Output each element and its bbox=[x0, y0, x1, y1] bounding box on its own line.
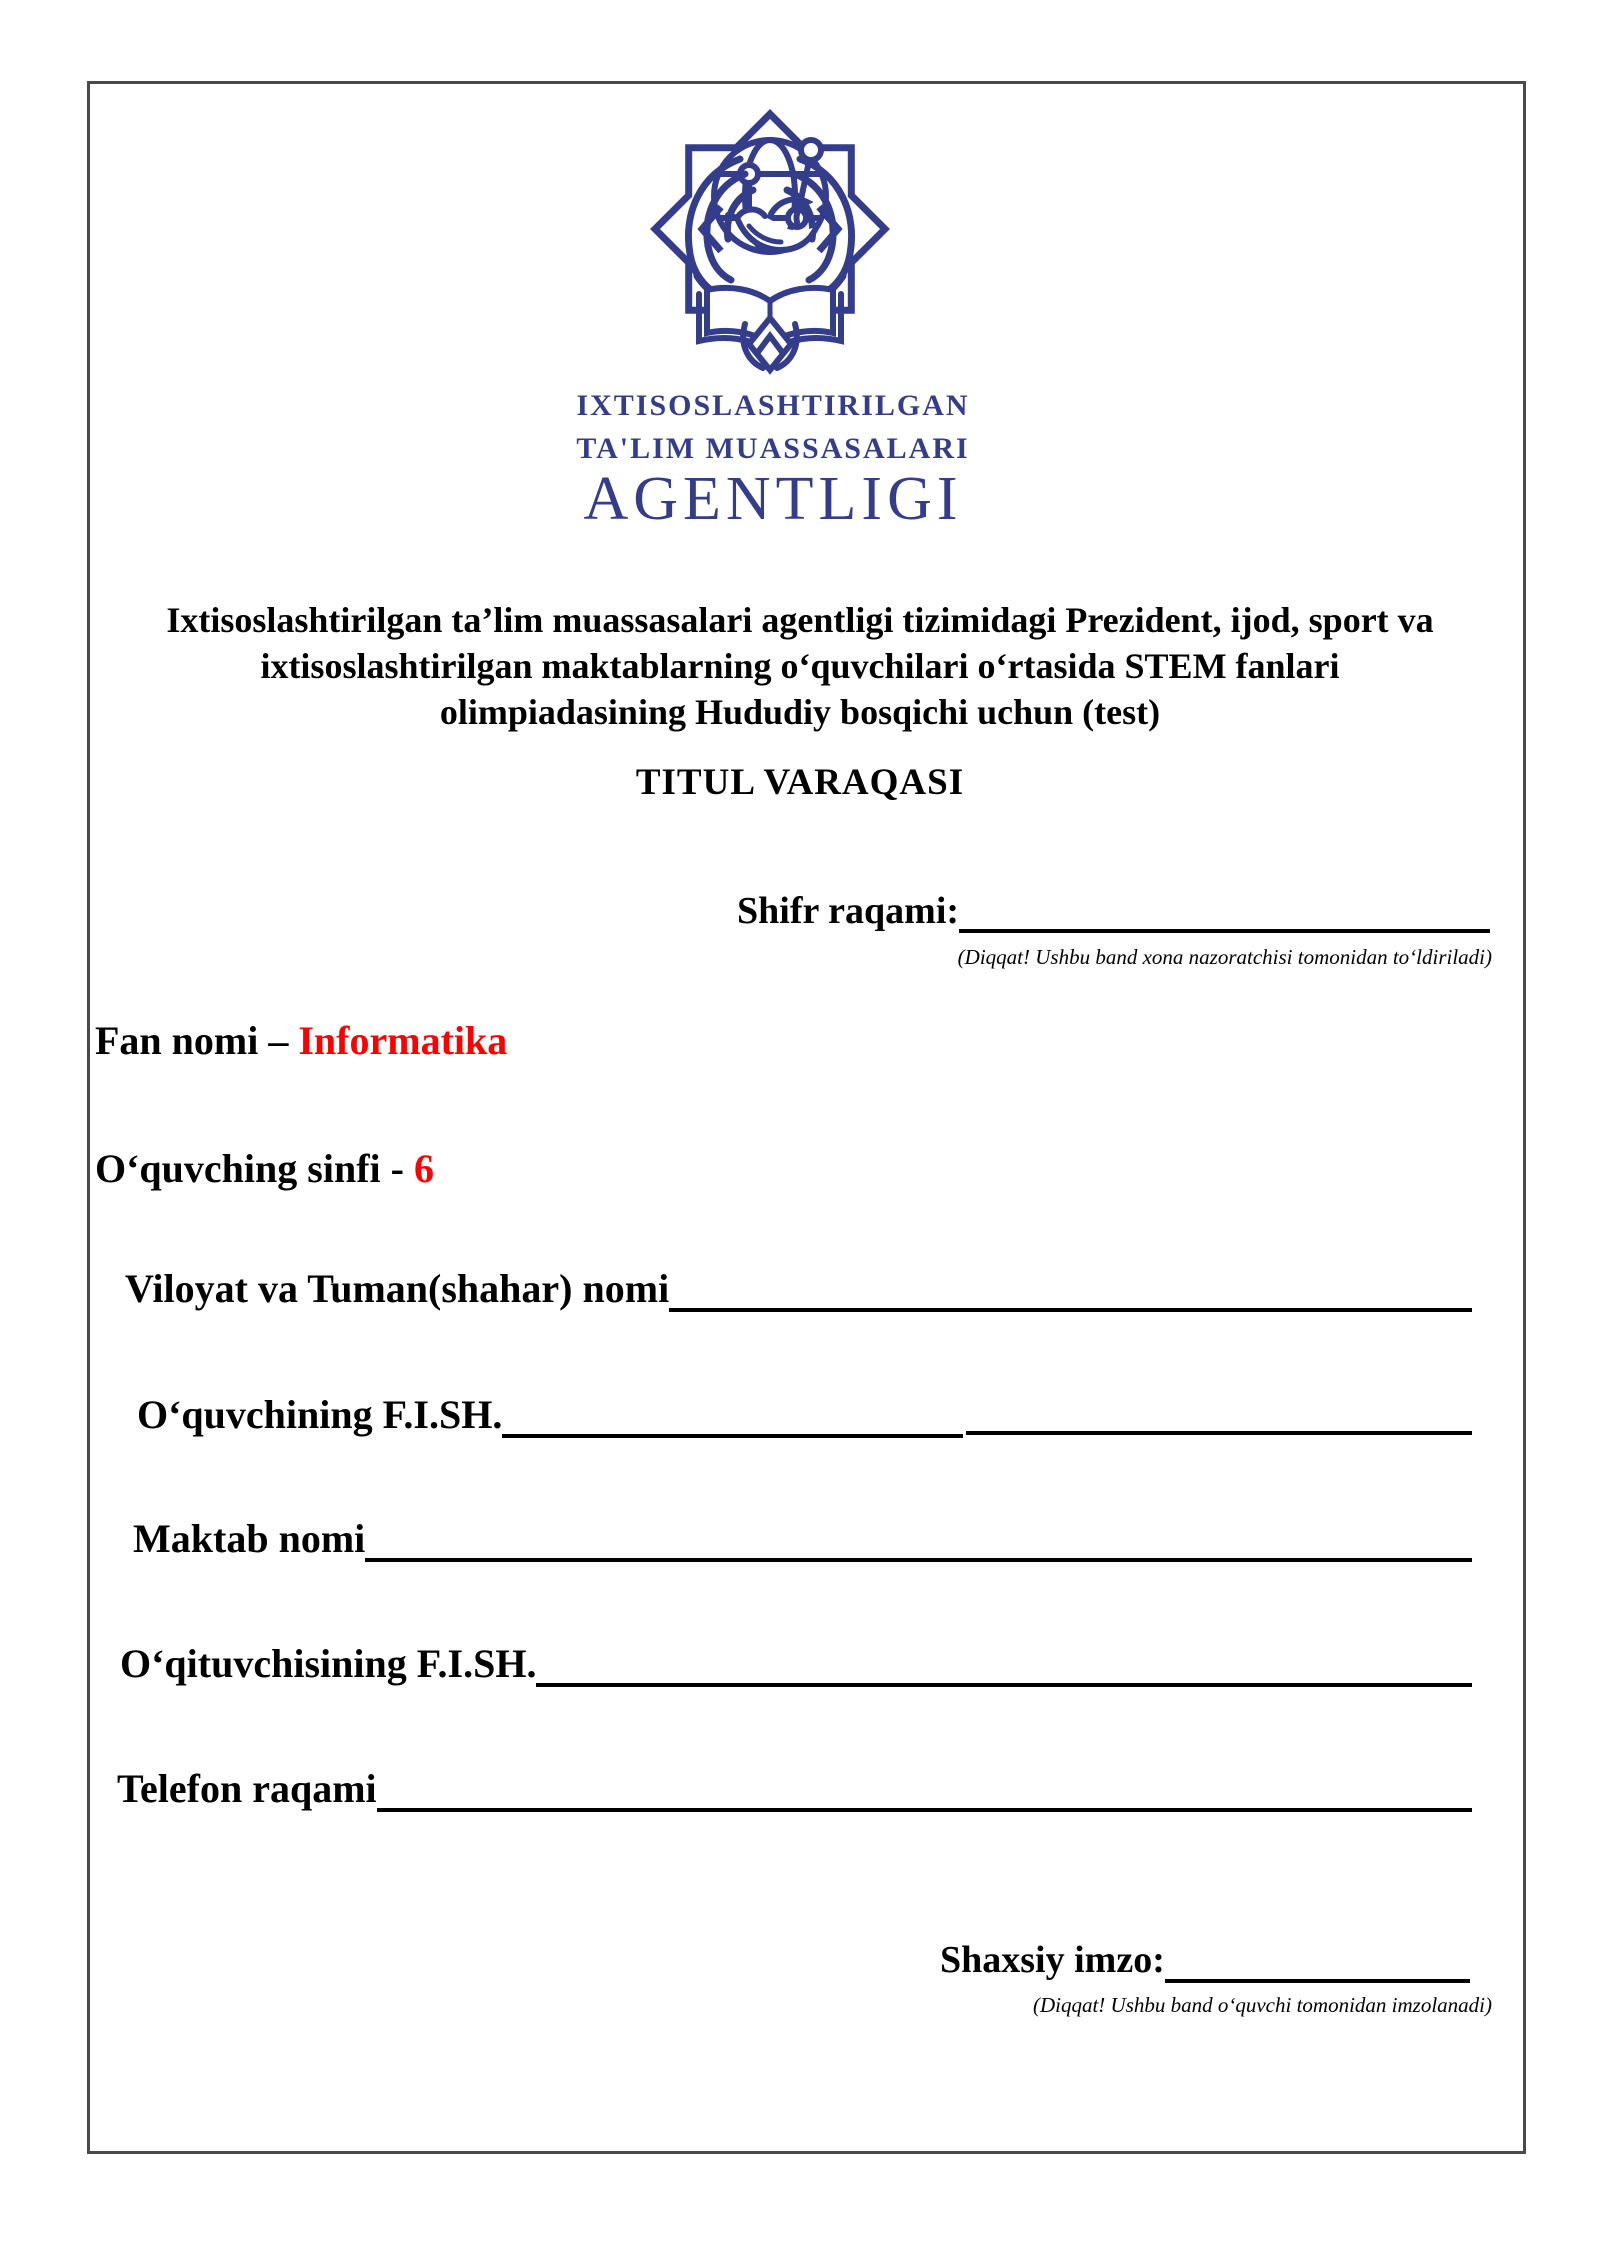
heading-line-1: Ixtisoslashtirilgan ta’lim muassasalari agentligi tizimidagi Prezident, ijod, sport va bbox=[166, 600, 1434, 640]
shifr-note: (Diqqat! Ushbu band xona nazoratchisi tomonidan to‘ldiriladi) bbox=[957, 945, 1492, 969]
signature-blank-line bbox=[1165, 1939, 1470, 1983]
region-blank-line bbox=[669, 1264, 1472, 1312]
signature-note: (Diqqat! Ushbu band o‘quvchi tomonidan imzolanadi) bbox=[1032, 1993, 1492, 2017]
school-field-label: Maktab nomi bbox=[133, 1516, 366, 1561]
subject-label: Fan nomi – bbox=[95, 1018, 299, 1063]
logo-org-name-line1: IXTISOSLASHTIRILGAN bbox=[576, 389, 970, 422]
student-name-blank-line-2 bbox=[966, 1387, 1472, 1435]
heading-line-3: olimpiadasining Hududiy bosqichi uchun (test) bbox=[439, 692, 1161, 732]
heading-line-2: ixtisoslashtirilgan maktablarning o‘quvchilari o‘rtasida STEM fanlari bbox=[260, 646, 1340, 686]
field-row-region bbox=[125, 1264, 1472, 1312]
field-row-student-name bbox=[137, 1390, 1472, 1438]
field-row-teacher-name bbox=[120, 1639, 1472, 1687]
shifr-label: Shifr raqami: bbox=[737, 890, 960, 932]
logo-org-name-line3: AGENTLIGI bbox=[583, 465, 963, 533]
signature-label: Shaxsiy imzo: bbox=[940, 1939, 1165, 1981]
student-name-blank-line-1 bbox=[502, 1390, 963, 1438]
grade-value: 6 bbox=[413, 1146, 434, 1191]
grade-row bbox=[95, 1146, 434, 1192]
agency-emblem-icon bbox=[645, 104, 895, 376]
phone-blank-line bbox=[377, 1764, 1472, 1812]
subject-value: Informatika bbox=[298, 1018, 508, 1063]
teacher-name-blank-line bbox=[536, 1639, 1472, 1687]
document-subtitle: TITUL VARAQASI bbox=[635, 762, 965, 803]
student-name-field-label: O‘quvchining F.I.SH. bbox=[137, 1392, 503, 1437]
grade-label: O‘quvching sinfi - bbox=[95, 1146, 414, 1191]
phone-field-label: Telefon raqami bbox=[117, 1766, 377, 1811]
field-row-phone bbox=[117, 1764, 1472, 1812]
shifr-blank-line bbox=[959, 889, 1490, 933]
field-row-school bbox=[133, 1514, 1472, 1562]
logo-org-name-line2: TA'LIM MUASSASALARI bbox=[576, 432, 970, 465]
region-field-label: Viloyat va Tuman(shahar) nomi bbox=[125, 1266, 670, 1311]
signature-row bbox=[940, 1937, 1470, 1983]
teacher-name-field-label: O‘qituvchisining F.I.SH. bbox=[120, 1641, 537, 1686]
subject-row bbox=[95, 1018, 507, 1064]
school-blank-line bbox=[365, 1514, 1472, 1562]
document-heading bbox=[120, 597, 1480, 735]
shifr-row bbox=[737, 889, 1490, 933]
